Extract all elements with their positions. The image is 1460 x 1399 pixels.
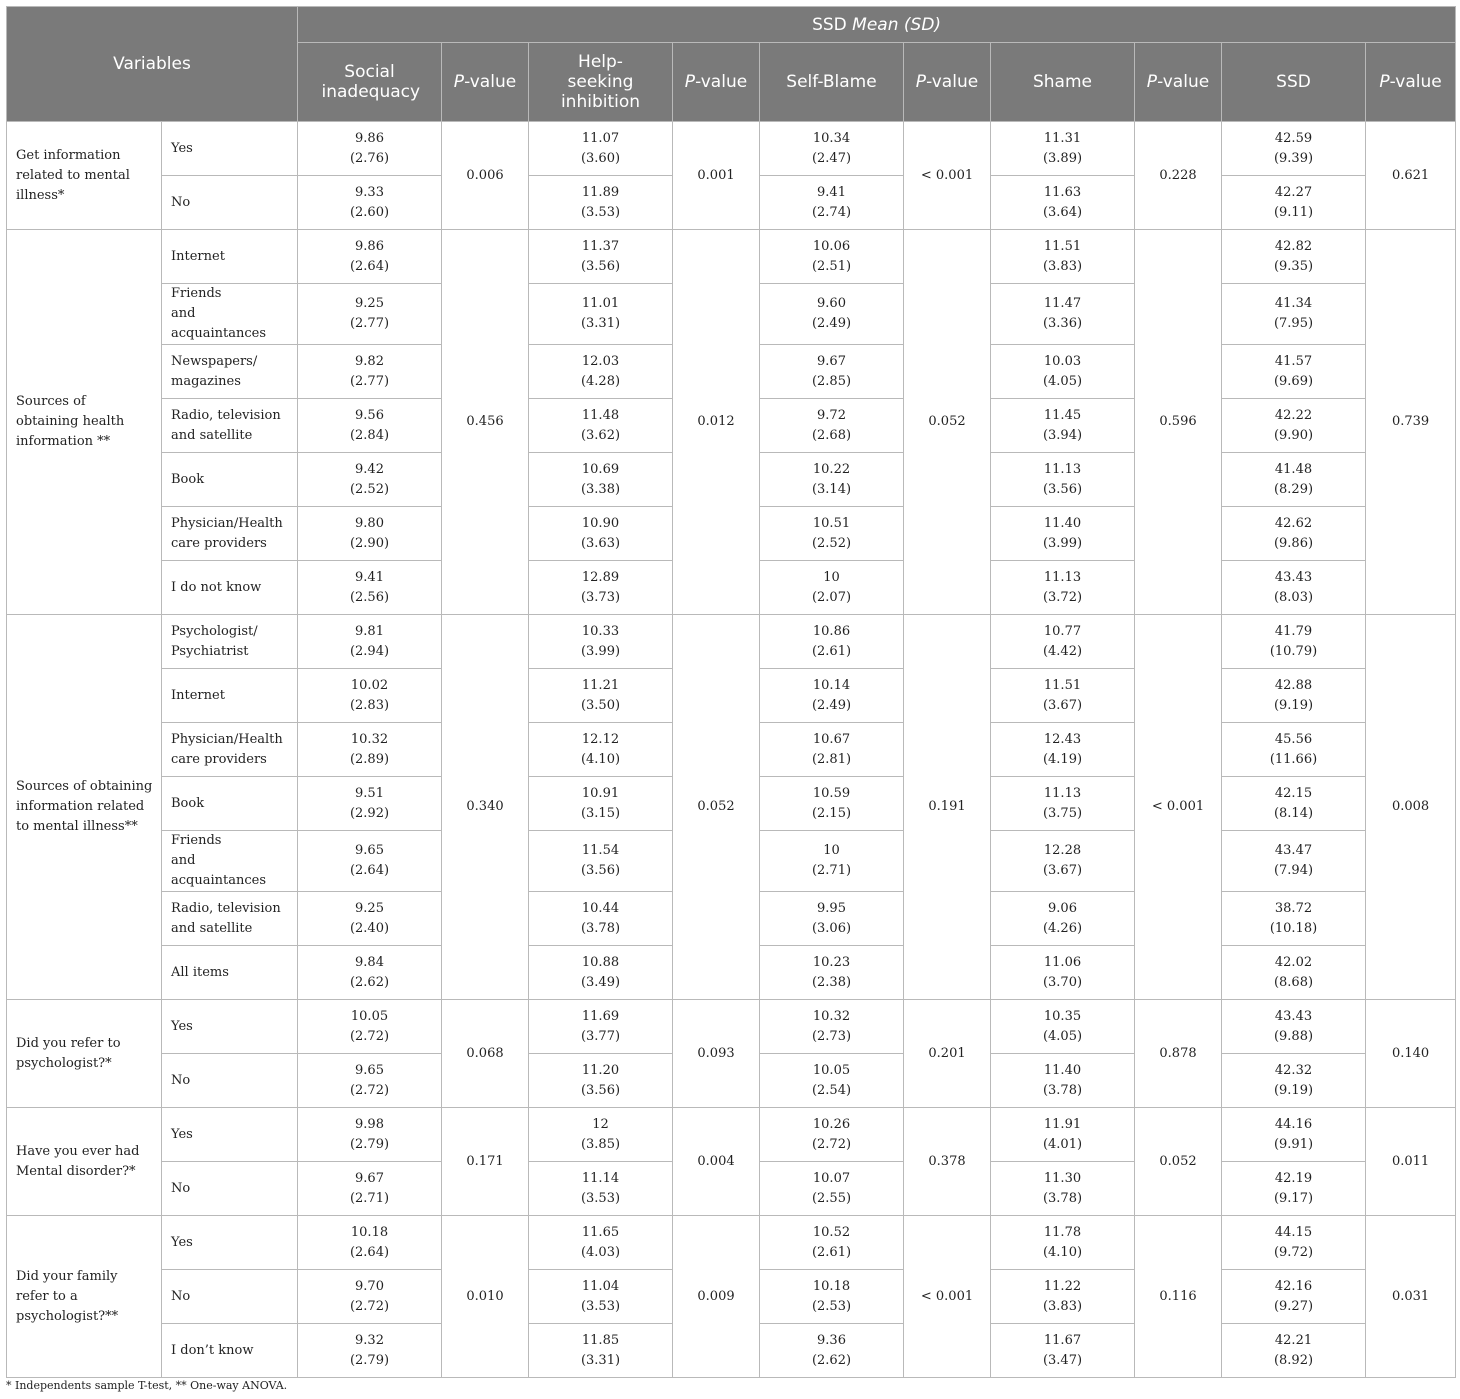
self-blame-value-cell: 9.60 (2.49) <box>760 284 904 345</box>
self-blame-p-value-cell: 0.191 <box>904 615 991 1000</box>
help-seeking-value-cell: 11.21 (3.50) <box>529 669 673 723</box>
self-blame-p-value-cell: 0.201 <box>904 1000 991 1108</box>
shame-value-cell: 11.78 (4.10) <box>991 1216 1135 1270</box>
header-self-blame: Self-Blame <box>760 43 904 122</box>
help-seeking-value-cell: 11.85 (3.31) <box>529 1324 673 1378</box>
shame-value-cell: 11.40 (3.78) <box>991 1054 1135 1108</box>
category-cell: Friends and acquaintances <box>162 831 298 892</box>
ssd-value-cell: 41.34 (7.95) <box>1222 284 1366 345</box>
help-seeking-value-cell: 11.54 (3.56) <box>529 831 673 892</box>
help-seeking-p-value-cell: 0.093 <box>673 1000 760 1108</box>
header-variables: Variables <box>7 7 298 122</box>
ssd-p-value-cell: 0.008 <box>1366 615 1456 1000</box>
self-blame-p-value-cell: 0.052 <box>904 230 991 615</box>
header-group-suffix: Mean (SD) <box>852 14 942 35</box>
help-seeking-value-cell: 11.07 (3.60) <box>529 122 673 176</box>
variable-cell: Did you refer to psychologist?* <box>7 1000 162 1108</box>
category-cell: Internet <box>162 230 298 284</box>
social-inadequacy-value-cell: 9.98 (2.79) <box>298 1108 442 1162</box>
shame-value-cell: 11.63 (3.64) <box>991 176 1135 230</box>
category-cell: Book <box>162 453 298 507</box>
header-ssd: SSD <box>1222 43 1366 122</box>
shame-p-value-cell: 0.596 <box>1135 230 1222 615</box>
self-blame-value-cell: 10.23 (2.38) <box>760 946 904 1000</box>
shame-value-cell: 11.06 (3.70) <box>991 946 1135 1000</box>
help-seeking-value-cell: 12.12 (4.10) <box>529 723 673 777</box>
help-seeking-value-cell: 10.91 (3.15) <box>529 777 673 831</box>
social-inadequacy-value-cell: 9.80 (2.90) <box>298 507 442 561</box>
help-seeking-value-cell: 10.44 (3.78) <box>529 892 673 946</box>
ssd-value-cell: 42.21 (8.92) <box>1222 1324 1366 1378</box>
variable-cell: Have you ever had Mental disorder?* <box>7 1108 162 1216</box>
self-blame-value-cell: 10.52 (2.61) <box>760 1216 904 1270</box>
ssd-value-cell: 44.16 (9.91) <box>1222 1108 1366 1162</box>
shame-value-cell: 11.13 (3.75) <box>991 777 1135 831</box>
category-cell: Radio, television and satellite <box>162 399 298 453</box>
table-footnote: * Independents sample T-test, ** One-way ANOVA. <box>6 1379 288 1392</box>
help-seeking-value-cell: 12.89 (3.73) <box>529 561 673 615</box>
pvalue-italic: P <box>684 72 696 92</box>
shame-value-cell: 11.13 (3.56) <box>991 453 1135 507</box>
self-blame-value-cell: 9.67 (2.85) <box>760 345 904 399</box>
social-inadequacy-p-value-cell: 0.006 <box>442 122 529 230</box>
shame-value-cell: 10.77 (4.42) <box>991 615 1135 669</box>
header-help-label: Help-seeking inhibition <box>560 52 641 112</box>
social-inadequacy-value-cell: 9.82 (2.77) <box>298 345 442 399</box>
pvalue-rest: -value <box>695 72 748 92</box>
pvalue-italic: P <box>1379 72 1390 92</box>
header-pvalue <box>1366 43 1456 122</box>
category-cell: Yes <box>162 122 298 176</box>
category-cell: No <box>162 176 298 230</box>
help-seeking-value-cell: 10.69 (3.38) <box>529 453 673 507</box>
self-blame-value-cell: 9.36 (2.62) <box>760 1324 904 1378</box>
table-row <box>7 230 1456 284</box>
self-blame-value-cell: 10.59 (2.15) <box>760 777 904 831</box>
pvalue-rest: -value <box>464 72 517 92</box>
pvalue-italic: P <box>915 72 927 92</box>
header-help-seeking <box>529 43 673 122</box>
self-blame-value-cell: 9.41 (2.74) <box>760 176 904 230</box>
social-inadequacy-value-cell: 10.02 (2.83) <box>298 669 442 723</box>
ssd-value-cell: 42.82 (9.35) <box>1222 230 1366 284</box>
social-inadequacy-value-cell: 9.42 (2.52) <box>298 453 442 507</box>
self-blame-p-value-cell: < 0.001 <box>904 122 991 230</box>
ssd-value-cell: 42.19 (9.17) <box>1222 1162 1366 1216</box>
social-inadequacy-p-value-cell: 0.068 <box>442 1000 529 1108</box>
social-inadequacy-value-cell: 9.56 (2.84) <box>298 399 442 453</box>
social-inadequacy-value-cell: 9.81 (2.94) <box>298 615 442 669</box>
shame-value-cell: 11.51 (3.67) <box>991 669 1135 723</box>
social-inadequacy-value-cell: 9.70 (2.72) <box>298 1270 442 1324</box>
social-inadequacy-value-cell: 9.33 (2.60) <box>298 176 442 230</box>
help-seeking-value-cell: 10.33 (3.99) <box>529 615 673 669</box>
help-seeking-p-value-cell: 0.009 <box>673 1216 760 1378</box>
table-row <box>7 122 1456 176</box>
help-seeking-value-cell: 11.37 (3.56) <box>529 230 673 284</box>
category-cell: Yes <box>162 1108 298 1162</box>
shame-value-cell: 11.51 (3.83) <box>991 230 1135 284</box>
variable-cell: Sources of obtaining health information ** <box>7 230 162 615</box>
ssd-value-cell: 42.88 (9.19) <box>1222 669 1366 723</box>
self-blame-value-cell: 10.14 (2.49) <box>760 669 904 723</box>
help-seeking-value-cell: 10.90 (3.63) <box>529 507 673 561</box>
category-cell: All items <box>162 946 298 1000</box>
shame-value-cell: 12.43 (4.19) <box>991 723 1135 777</box>
ssd-p-value-cell: 0.031 <box>1366 1216 1456 1378</box>
social-inadequacy-p-value-cell: 0.010 <box>442 1216 529 1378</box>
help-seeking-p-value-cell: 0.052 <box>673 615 760 1000</box>
header-social-label: Social inadequacy <box>321 62 421 102</box>
self-blame-value-cell: 10.22 (3.14) <box>760 453 904 507</box>
ssd-value-cell: 38.72 (10.18) <box>1222 892 1366 946</box>
help-seeking-value-cell: 11.48 (3.62) <box>529 399 673 453</box>
category-cell: No <box>162 1162 298 1216</box>
ssd-value-cell: 42.62 (9.86) <box>1222 507 1366 561</box>
social-inadequacy-value-cell: 9.65 (2.64) <box>298 831 442 892</box>
ssd-p-value-cell: 0.739 <box>1366 230 1456 615</box>
table-body <box>7 122 1456 1378</box>
category-cell: Friends and acquaintances <box>162 284 298 345</box>
self-blame-value-cell: 10.67 (2.81) <box>760 723 904 777</box>
shame-value-cell: 11.91 (4.01) <box>991 1108 1135 1162</box>
shame-p-value-cell: 0.878 <box>1135 1000 1222 1108</box>
ssd-value-cell: 42.27 (9.11) <box>1222 176 1366 230</box>
social-inadequacy-p-value-cell: 0.340 <box>442 615 529 1000</box>
header-pvalue <box>442 43 529 122</box>
category-cell: Internet <box>162 669 298 723</box>
category-cell: Newspapers/ magazines <box>162 345 298 399</box>
self-blame-value-cell: 10.51 (2.52) <box>760 507 904 561</box>
help-seeking-value-cell: 11.89 (3.53) <box>529 176 673 230</box>
category-cell: Physician/Health care providers <box>162 507 298 561</box>
pvalue-rest: -value <box>1157 72 1210 92</box>
social-inadequacy-value-cell: 9.41 (2.56) <box>298 561 442 615</box>
data-table <box>6 6 1456 1378</box>
social-inadequacy-value-cell: 9.32 (2.79) <box>298 1324 442 1378</box>
self-blame-value-cell: 9.72 (2.68) <box>760 399 904 453</box>
social-inadequacy-value-cell: 9.65 (2.72) <box>298 1054 442 1108</box>
self-blame-value-cell: 10 (2.71) <box>760 831 904 892</box>
shame-value-cell: 11.22 (3.83) <box>991 1270 1135 1324</box>
shame-value-cell: 12.28 (3.67) <box>991 831 1135 892</box>
pvalue-rest: -value <box>926 72 979 92</box>
shame-value-cell: 9.06 (4.26) <box>991 892 1135 946</box>
category-cell: I do not know <box>162 561 298 615</box>
social-inadequacy-p-value-cell: 0.171 <box>442 1108 529 1216</box>
self-blame-value-cell: 10 (2.07) <box>760 561 904 615</box>
shame-value-cell: 10.03 (4.05) <box>991 345 1135 399</box>
category-cell: Book <box>162 777 298 831</box>
shame-value-cell: 11.13 (3.72) <box>991 561 1135 615</box>
self-blame-p-value-cell: 0.378 <box>904 1108 991 1216</box>
ssd-value-cell: 43.43 (8.03) <box>1222 561 1366 615</box>
category-cell: No <box>162 1270 298 1324</box>
shame-value-cell: 11.67 (3.47) <box>991 1324 1135 1378</box>
table-row <box>7 615 1456 669</box>
shame-value-cell: 11.45 (3.94) <box>991 399 1135 453</box>
table-row <box>7 1216 1456 1270</box>
ssd-value-cell: 43.47 (7.94) <box>1222 831 1366 892</box>
shame-value-cell: 10.35 (4.05) <box>991 1000 1135 1054</box>
header-pvalue <box>673 43 760 122</box>
ssd-value-cell: 42.32 (9.19) <box>1222 1054 1366 1108</box>
help-seeking-value-cell: 11.65 (4.03) <box>529 1216 673 1270</box>
shame-value-cell: 11.40 (3.99) <box>991 507 1135 561</box>
social-inadequacy-value-cell: 9.51 (2.92) <box>298 777 442 831</box>
self-blame-value-cell: 10.34 (2.47) <box>760 122 904 176</box>
ssd-value-cell: 42.02 (8.68) <box>1222 946 1366 1000</box>
ssd-value-cell: 44.15 (9.72) <box>1222 1216 1366 1270</box>
shame-value-cell: 11.31 (3.89) <box>991 122 1135 176</box>
table-header <box>7 7 1456 122</box>
self-blame-p-value-cell: < 0.001 <box>904 1216 991 1378</box>
pvalue-italic: P <box>453 72 465 92</box>
help-seeking-value-cell: 12 (3.85) <box>529 1108 673 1162</box>
social-inadequacy-value-cell: 9.25 (2.77) <box>298 284 442 345</box>
self-blame-value-cell: 10.26 (2.72) <box>760 1108 904 1162</box>
ssd-value-cell: 43.43 (9.88) <box>1222 1000 1366 1054</box>
self-blame-value-cell: 10.05 (2.54) <box>760 1054 904 1108</box>
header-group-prefix: SSD <box>812 14 847 35</box>
social-inadequacy-value-cell: 9.25 (2.40) <box>298 892 442 946</box>
social-inadequacy-p-value-cell: 0.456 <box>442 230 529 615</box>
help-seeking-value-cell: 11.69 (3.77) <box>529 1000 673 1054</box>
self-blame-value-cell: 10.32 (2.73) <box>760 1000 904 1054</box>
help-seeking-value-cell: 12.03 (4.28) <box>529 345 673 399</box>
shame-p-value-cell: 0.116 <box>1135 1216 1222 1378</box>
header-pvalue <box>1135 43 1222 122</box>
header-shame: Shame <box>991 43 1135 122</box>
header-pvalue <box>904 43 991 122</box>
shame-value-cell: 11.30 (3.78) <box>991 1162 1135 1216</box>
ssd-value-cell: 41.48 (8.29) <box>1222 453 1366 507</box>
self-blame-value-cell: 10.07 (2.55) <box>760 1162 904 1216</box>
pvalue-rest: -value <box>1389 72 1442 92</box>
ssd-p-value-cell: 0.140 <box>1366 1000 1456 1108</box>
help-seeking-value-cell: 10.88 (3.49) <box>529 946 673 1000</box>
shame-p-value-cell: 0.228 <box>1135 122 1222 230</box>
self-blame-value-cell: 10.18 (2.53) <box>760 1270 904 1324</box>
social-inadequacy-value-cell: 9.86 (2.64) <box>298 230 442 284</box>
self-blame-value-cell: 9.95 (3.06) <box>760 892 904 946</box>
category-cell: Yes <box>162 1000 298 1054</box>
shame-value-cell: 11.47 (3.36) <box>991 284 1135 345</box>
data-table-container <box>6 6 1455 1378</box>
variable-cell: Did your family refer to a psychologist?** <box>7 1216 162 1378</box>
header-social-inadequacy <box>298 43 442 122</box>
category-cell: No <box>162 1054 298 1108</box>
social-inadequacy-value-cell: 10.05 (2.72) <box>298 1000 442 1054</box>
table-row <box>7 1000 1456 1054</box>
category-cell: Yes <box>162 1216 298 1270</box>
help-seeking-value-cell: 11.01 (3.31) <box>529 284 673 345</box>
help-seeking-p-value-cell: 0.012 <box>673 230 760 615</box>
ssd-value-cell: 42.15 (8.14) <box>1222 777 1366 831</box>
ssd-value-cell: 41.57 (9.69) <box>1222 345 1366 399</box>
help-seeking-value-cell: 11.20 (3.56) <box>529 1054 673 1108</box>
header-group-title <box>298 7 1456 43</box>
category-cell: Radio, television and satellite <box>162 892 298 946</box>
shame-p-value-cell: 0.052 <box>1135 1108 1222 1216</box>
category-cell: Physician/Health care providers <box>162 723 298 777</box>
category-cell: Psychologist/ Psychiatrist <box>162 615 298 669</box>
table-row <box>7 1108 1456 1162</box>
ssd-value-cell: 45.56 (11.66) <box>1222 723 1366 777</box>
help-seeking-p-value-cell: 0.001 <box>673 122 760 230</box>
ssd-value-cell: 41.79 (10.79) <box>1222 615 1366 669</box>
pvalue-italic: P <box>1146 72 1158 92</box>
social-inadequacy-value-cell: 9.84 (2.62) <box>298 946 442 1000</box>
help-seeking-value-cell: 11.04 (3.53) <box>529 1270 673 1324</box>
self-blame-value-cell: 10.86 (2.61) <box>760 615 904 669</box>
social-inadequacy-value-cell: 9.67 (2.71) <box>298 1162 442 1216</box>
ssd-value-cell: 42.16 (9.27) <box>1222 1270 1366 1324</box>
social-inadequacy-value-cell: 9.86 (2.76) <box>298 122 442 176</box>
self-blame-value-cell: 10.06 (2.51) <box>760 230 904 284</box>
social-inadequacy-value-cell: 10.18 (2.64) <box>298 1216 442 1270</box>
ssd-p-value-cell: 0.621 <box>1366 122 1456 230</box>
header-row-group <box>7 7 1456 43</box>
ssd-value-cell: 42.22 (9.90) <box>1222 399 1366 453</box>
ssd-p-value-cell: 0.011 <box>1366 1108 1456 1216</box>
ssd-value-cell: 42.59 (9.39) <box>1222 122 1366 176</box>
variable-cell: Sources of obtaining information related to mental illness** <box>7 615 162 1000</box>
help-seeking-value-cell: 11.14 (3.53) <box>529 1162 673 1216</box>
variable-cell: Get information related to mental illness* <box>7 122 162 230</box>
social-inadequacy-value-cell: 10.32 (2.89) <box>298 723 442 777</box>
category-cell: I don’t know <box>162 1324 298 1378</box>
help-seeking-p-value-cell: 0.004 <box>673 1108 760 1216</box>
shame-p-value-cell: < 0.001 <box>1135 615 1222 1000</box>
